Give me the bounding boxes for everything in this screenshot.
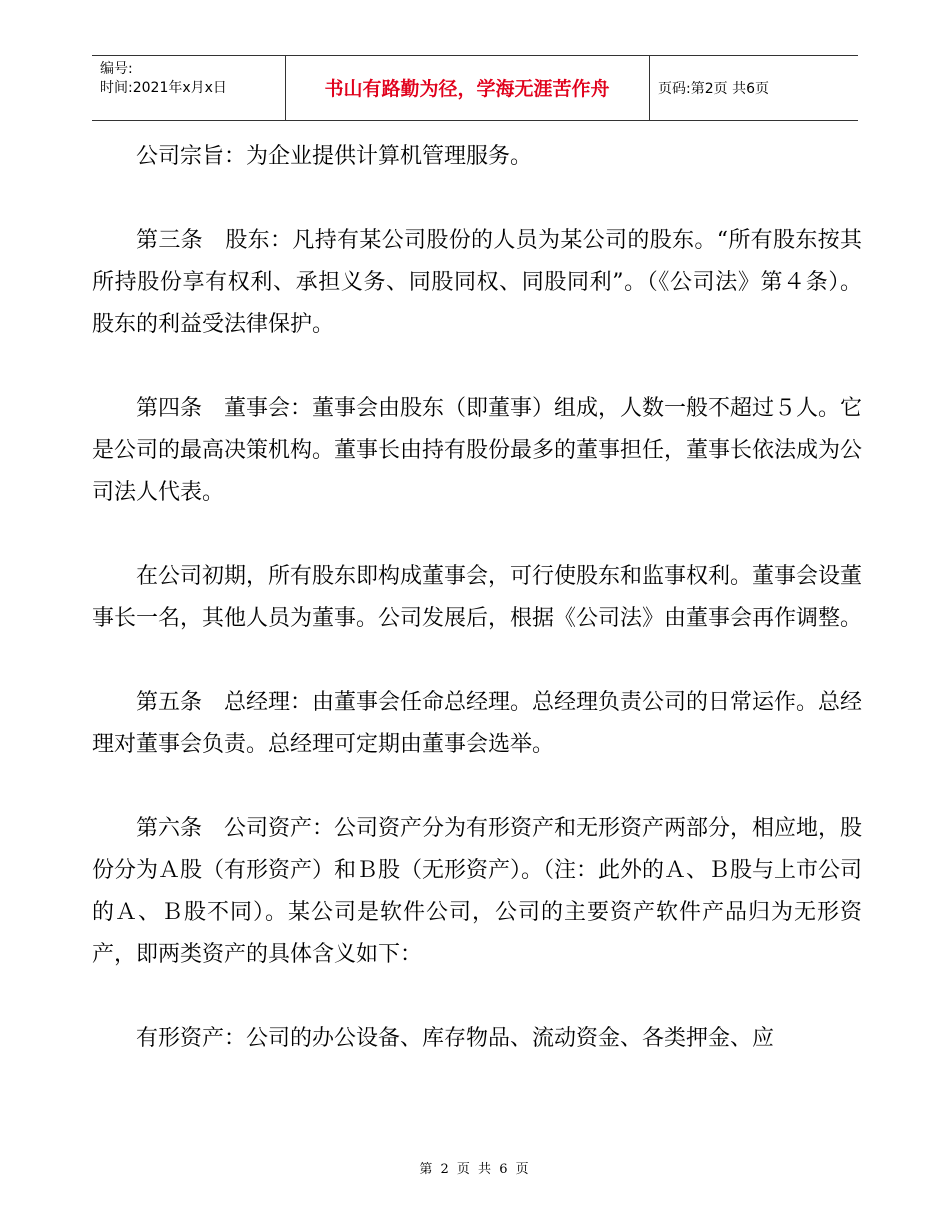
paragraph-board-initial: 在公司初期，所有股东即构成董事会，可行使股东和监事权利。董事会设董事长一名，其他人员为董事。公司发展后，根据《公司法》由董事会再作调整。 (92, 564, 863, 631)
paragraph-article-5: 第五条 总经理：由董事会任命总经理。总经理负责公司的日常运作。总经理对董事会负责。总经理可定期由董事会选举。 (92, 690, 863, 757)
header-divider (649, 56, 650, 120)
page-header (92, 55, 858, 121)
number-label: 编号: (100, 61, 133, 77)
header-motto: 书山有路勤为径，学海无涯苦作舟 (324, 78, 610, 100)
time-label: 时间:2021年x月x日 (100, 80, 227, 96)
paragraph-article-4: 第四条 董事会：董事会由股东（即董事）组成，人数一般不超过５人。它是公司的最高决策机构。董事长由持有股份最多的董事担任，董事长依法成为公司法人代表。 (92, 396, 863, 505)
paragraph-article-6: 第六条 公司资产：公司资产分为有形资产和无形资产两部分，相应地，股份分为Ａ股（有形资产）和Ｂ股（无形资产）。（注：此外的Ａ、Ｂ股与上市公司的Ａ、Ｂ股不同）。某公司是软件公司，公司的主要资产软件产品归为无形资产，即两类资产的具体含义如下： (92, 816, 863, 967)
paragraph-article-3: 第三条 股东：凡持有某公司股份的人员为某公司的股东。“所有股东按其所持股份享有权利、承担义务、同股同权、同股同利”。（《公司法》第４条）。股东的利益受法律保护。 (92, 228, 862, 337)
header-meta (100, 60, 285, 98)
paragraph-purpose: 公司宗旨：为企业提供计算机管理服务。 (136, 144, 533, 169)
document-body (92, 136, 862, 1102)
page-footer: 第 2 页 共 6 页 (419, 1162, 531, 1177)
header-page-info: 页码:第2页 共6页 (658, 81, 769, 97)
paragraph-tangible-assets: 有形资产：公司的办公设备、库存物品、流动资金、各类押金、应 (136, 1026, 775, 1051)
